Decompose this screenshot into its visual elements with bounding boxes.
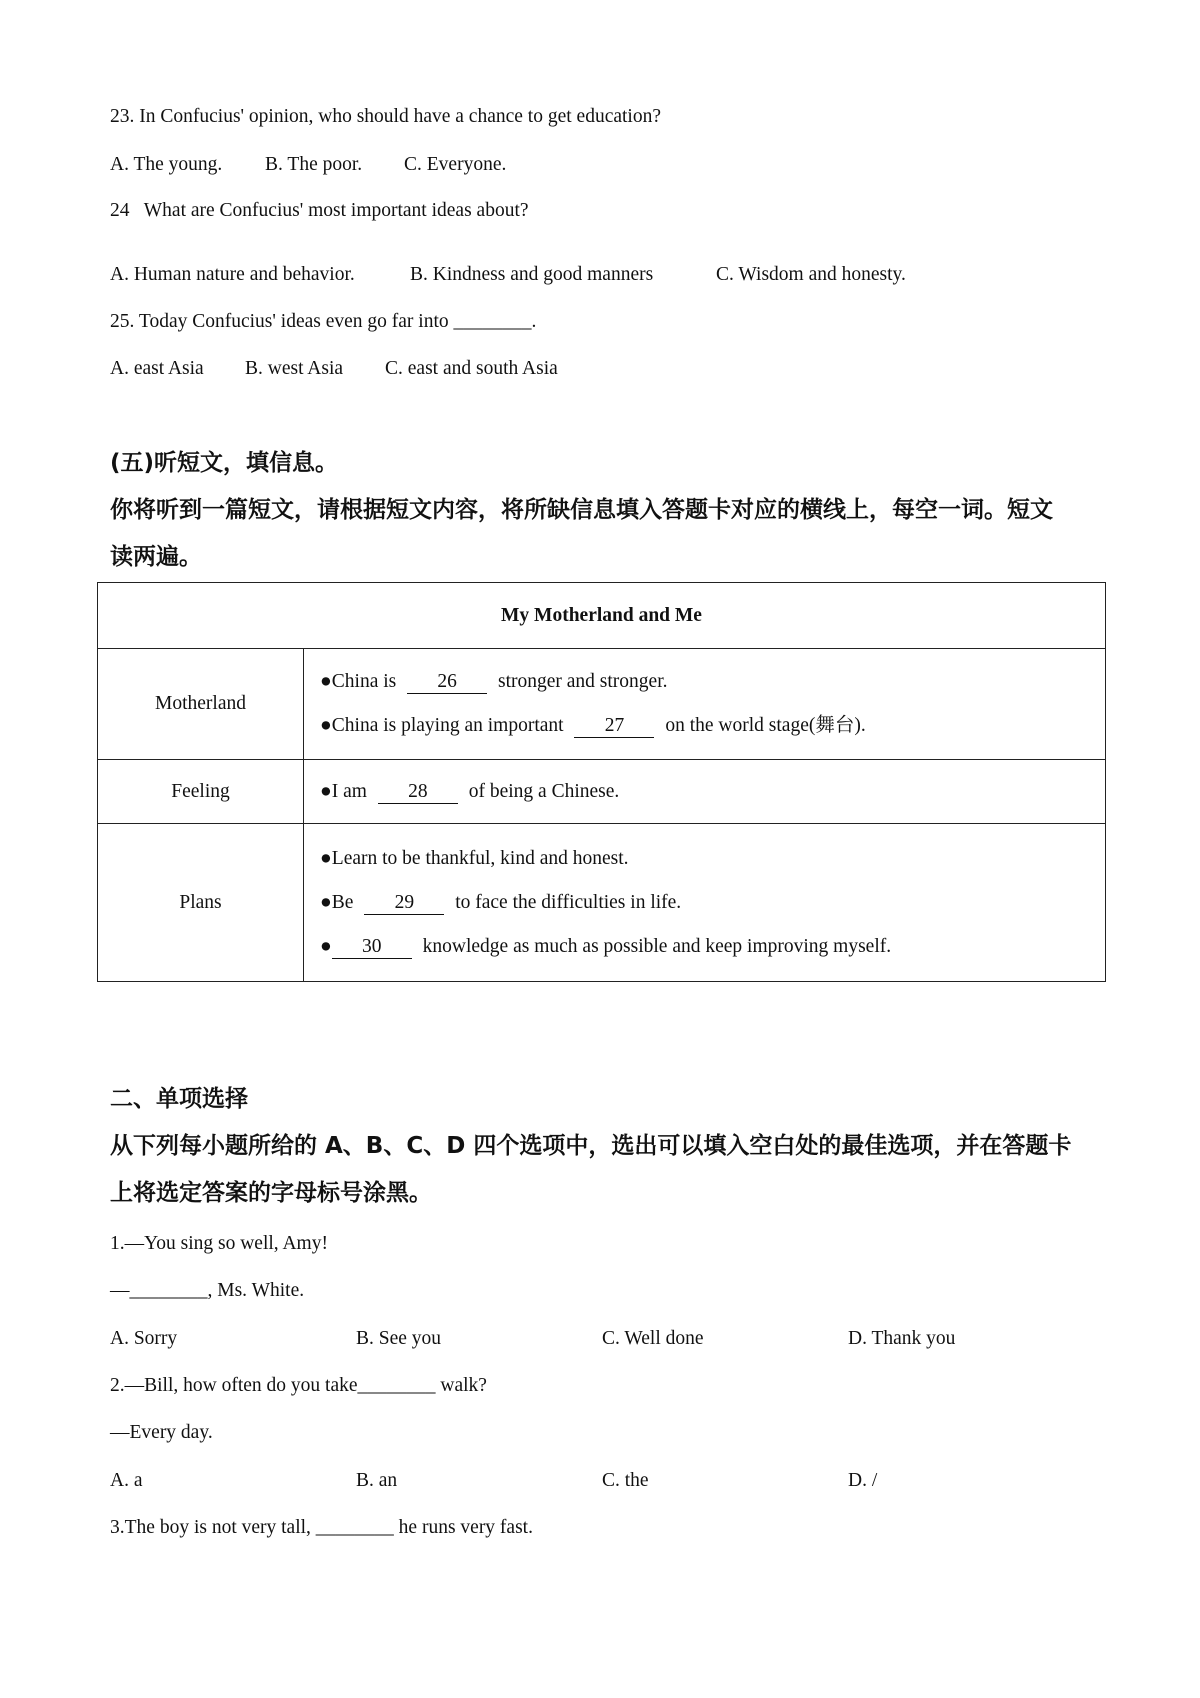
question-25-stem: 25. Today Confucius' ideas even go far into ________. — [110, 311, 537, 332]
question-2-option-d: D. / — [848, 1470, 878, 1491]
question-2-option-c: C. the — [602, 1470, 649, 1491]
blank-29[interactable]: 29 — [364, 892, 444, 915]
question-2-line2: —Every day. — [110, 1422, 213, 1443]
question-1-line1: 1.—You sing so well, Amy! — [110, 1233, 328, 1254]
info-line — [320, 770, 1104, 814]
row-label-feeling: Feeling — [98, 760, 304, 824]
line-text-after: knowledge as much as possible and keep improving myself. — [422, 935, 892, 957]
section-5-instruction-line2: 读两遍。 — [110, 544, 202, 570]
line-text-after: on the world stage(舞台). — [665, 715, 866, 736]
part-2-instruction-line2: 上将选定答案的字母标号涂黑。 — [110, 1180, 432, 1206]
info-line — [320, 837, 1104, 881]
question-23-stem: 23. In Confucius' opinion, who should have a chance to get education? — [110, 106, 661, 127]
question-1-option-b: B. See you — [356, 1328, 442, 1349]
question-1-line2: —________, Ms. White. — [110, 1280, 305, 1301]
blank-27[interactable]: 27 — [574, 715, 654, 738]
line-text-before: ●China is playing an important — [320, 715, 564, 736]
question-24-option-b: B. Kindness and good manners — [410, 264, 654, 285]
info-line — [320, 925, 1104, 969]
info-line — [320, 704, 1104, 748]
question-1-option-c: C. Well done — [602, 1328, 704, 1349]
row-label-motherland: Motherland — [98, 649, 304, 760]
part-2-heading: 二、单项选择 — [110, 1086, 248, 1112]
question-23-option-c: C. Everyone. — [404, 154, 507, 175]
question-1-option-d: D. Thank you — [848, 1328, 956, 1349]
blank-28[interactable]: 28 — [378, 781, 458, 804]
question-1-option-a: A. Sorry — [110, 1328, 178, 1349]
info-line — [320, 660, 1104, 704]
question-2-line1: 2.—Bill, how often do you take________ walk? — [110, 1375, 487, 1396]
section-5-heading: (五)听短文，填信息。 — [110, 450, 339, 476]
line-text-before: ● — [320, 935, 332, 957]
question-25-option-c: C. east and south Asia — [385, 358, 558, 379]
question-2-option-a: A. a — [110, 1470, 143, 1491]
table-title: My Motherland and Me — [98, 583, 1106, 649]
line-text-after: to face the difficulties in life. — [455, 891, 682, 913]
question-23-option-b: B. The poor. — [265, 154, 363, 175]
row-content-motherland — [304, 649, 1106, 760]
question-3-line1: 3.The boy is not very tall, ________ he runs very fast. — [110, 1517, 533, 1538]
blank-30[interactable]: 30 — [332, 936, 412, 959]
question-23-option-a: A. The young. — [110, 154, 223, 175]
question-24-stem: 24 What are Confucius' most important ideas about? — [110, 200, 529, 221]
line-text-before: ●Be — [320, 891, 354, 913]
question-25-option-a: A. east Asia — [110, 358, 204, 379]
row-content-feeling — [304, 760, 1106, 824]
row-content-plans — [304, 824, 1106, 982]
question-24-option-a: A. Human nature and behavior. — [110, 264, 355, 285]
info-fill-table — [97, 582, 1106, 982]
question-2-option-b: B. an — [356, 1470, 398, 1491]
line-text-after: stronger and stronger. — [498, 671, 668, 692]
info-line — [320, 881, 1104, 925]
row-label-plans: Plans — [98, 824, 304, 982]
line-text: ●Learn to be thankful, kind and honest. — [320, 847, 629, 869]
question-24-option-c: C. Wisdom and honesty. — [716, 264, 906, 285]
line-text-before: ●China is — [320, 671, 397, 692]
part-2-instruction-line1: 从下列每小题所给的 A、B、C、D 四个选项中，选出可以填入空白处的最佳选项，并在答题卡 — [110, 1133, 1072, 1159]
question-25-option-b: B. west Asia — [245, 358, 344, 379]
blank-26[interactable]: 26 — [407, 671, 487, 694]
section-5-instruction-line1: 你将听到一篇短文，请根据短文内容，将所缺信息填入答题卡对应的横线上，每空一词。短文 — [110, 497, 1053, 523]
line-text-after: of being a Chinese. — [468, 780, 620, 802]
line-text-before: ●I am — [320, 780, 367, 802]
